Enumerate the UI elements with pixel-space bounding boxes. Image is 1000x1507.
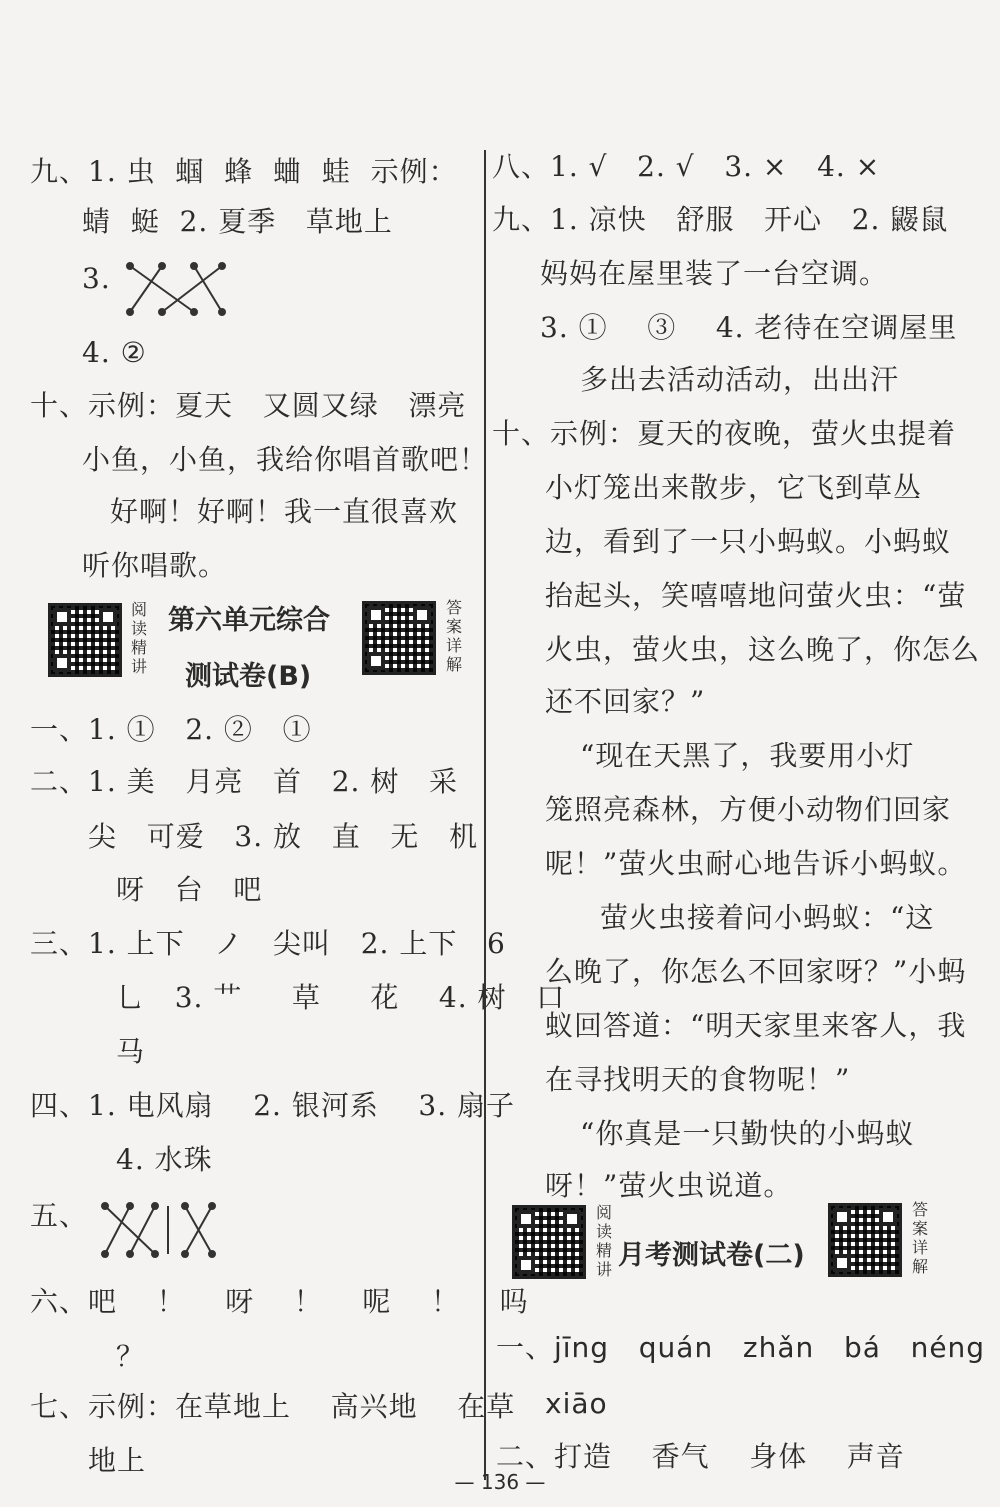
qr-code-icon[interactable]	[828, 1203, 902, 1277]
r10-line12: 蚁回答道：“明天家里来客人，我	[545, 1009, 967, 1042]
section-title-line1: 第六单元综合	[168, 605, 330, 636]
r10-line5: 火虫，萤火虫，这么晚了，你怎么	[545, 633, 981, 666]
s6-line1: 六、吧 ！ 呀 ！ 呢 ！ 吗	[30, 1285, 529, 1318]
r10-line15: 呀！”萤火虫说道。	[545, 1169, 793, 1202]
r10-line6: 还不回家？”	[545, 685, 706, 718]
s1-line: 一、1. ① 2. ② ①	[30, 713, 312, 746]
s5-label: 五、	[30, 1199, 89, 1232]
r10-line3: 边，看到了一只小蚂蚁。小蚂蚁	[545, 525, 952, 558]
s4-line2: 4. 水珠	[116, 1143, 213, 1176]
column-divider	[484, 150, 486, 1480]
qr-label-read: 阅读精讲	[596, 1203, 613, 1279]
qr-code-icon[interactable]	[362, 601, 436, 675]
r8-line: 八、1. √ 2. √ 3. × 4. ×	[492, 150, 881, 183]
r9-line2: 妈妈在屋里装了一台空调。	[540, 257, 889, 290]
s2-line1: 二、1. 美 月亮 首 2. 树 采	[30, 765, 459, 798]
section-title-line2: 测试卷(B)	[185, 661, 312, 692]
s4-line1: 四、1. 电风扇 2. 银河系 3. 扇子	[30, 1089, 516, 1122]
r10-line4: 抬起头，笑嘻嘻地问萤火虫：“萤	[545, 579, 967, 612]
r10-line14: “你真是一只勤快的小蚂蚁	[580, 1117, 915, 1150]
r9-line3: 3. ① ③ 4. 老待在空调屋里	[540, 311, 958, 344]
s6-line2: ？	[116, 1340, 146, 1373]
r10-line8: 笼照亮森林，方便小动物们回家	[545, 793, 952, 826]
r10-line11: 么晚了，你怎么不回家呀？”小蚂	[545, 955, 967, 988]
q9-line1: 九、1. 虫 蝈 蜂 蛐 蛙 示例：	[30, 155, 458, 188]
p2-line: 二、打造 香气 身体 声音	[496, 1440, 905, 1473]
r10-line1: 十、示例：夏天的夜晚，萤火虫提着	[492, 417, 957, 450]
matching-lines-s5	[100, 1198, 220, 1262]
q10-line1: 十、示例：夏天 又圆又绿 漂亮	[30, 389, 467, 422]
r10-line10: 萤火虫接着问小蚂蚁：“这	[600, 901, 935, 934]
r10-line7: “现在天黑了，我要用小灯	[580, 739, 915, 772]
s3-line3: 马	[116, 1035, 146, 1068]
section-title: 月考测试卷(二)	[618, 1240, 805, 1271]
page-number: — 136 —	[454, 1470, 546, 1494]
r10-line9: 呢！”萤火虫耐心地告诉小蚂蚁。	[545, 847, 967, 880]
r9-line1: 九、1. 凉快 舒服 开心 2. 鼹鼠	[492, 203, 949, 236]
qr-label-answer: 答案详解	[912, 1200, 929, 1276]
s2-line3: 呀 台 吧	[116, 873, 263, 906]
matching-lines-q9	[122, 258, 232, 318]
q9-line2: 蜻 蜓 2. 夏季 草地上	[82, 205, 393, 238]
q9-line3: 3.	[82, 262, 111, 295]
q10-line4: 听你唱歌。	[82, 549, 228, 582]
q10-line3: 好啊！好啊！我一直很喜欢	[110, 495, 459, 528]
r10-line13: 在寻找明天的食物呢！”	[545, 1063, 851, 1096]
qr-code-icon[interactable]	[48, 603, 122, 677]
s7-line2: 地上	[88, 1444, 147, 1477]
q10-line2: 小鱼，小鱼，我给你唱首歌吧！	[82, 443, 489, 476]
p1-line1: 一、jīng quán zhǎn bá néng	[496, 1331, 986, 1364]
q9-line4: 4. ②	[82, 336, 147, 369]
s7-line1: 七、示例：在草地上 高兴地 在草	[30, 1390, 516, 1423]
r9-line4: 多出去活动活动，出出汗	[580, 363, 900, 396]
s2-line2: 尖 可爱 3. 放 直 无 机	[88, 820, 479, 853]
s3-line2: 乚 3. 艹 草 花 4. 树 口	[116, 981, 566, 1014]
qr-code-icon[interactable]	[512, 1205, 586, 1279]
qr-label-read: 阅读精讲	[131, 600, 148, 676]
r10-line2: 小灯笼出来散步，它飞到草丛	[545, 471, 923, 504]
s3-line1: 三、1. 上下 ノ 尖叫 2. 上下 6	[30, 927, 506, 960]
p1-line2: xiāo	[545, 1387, 608, 1420]
qr-label-answer: 答案详解	[446, 598, 463, 674]
